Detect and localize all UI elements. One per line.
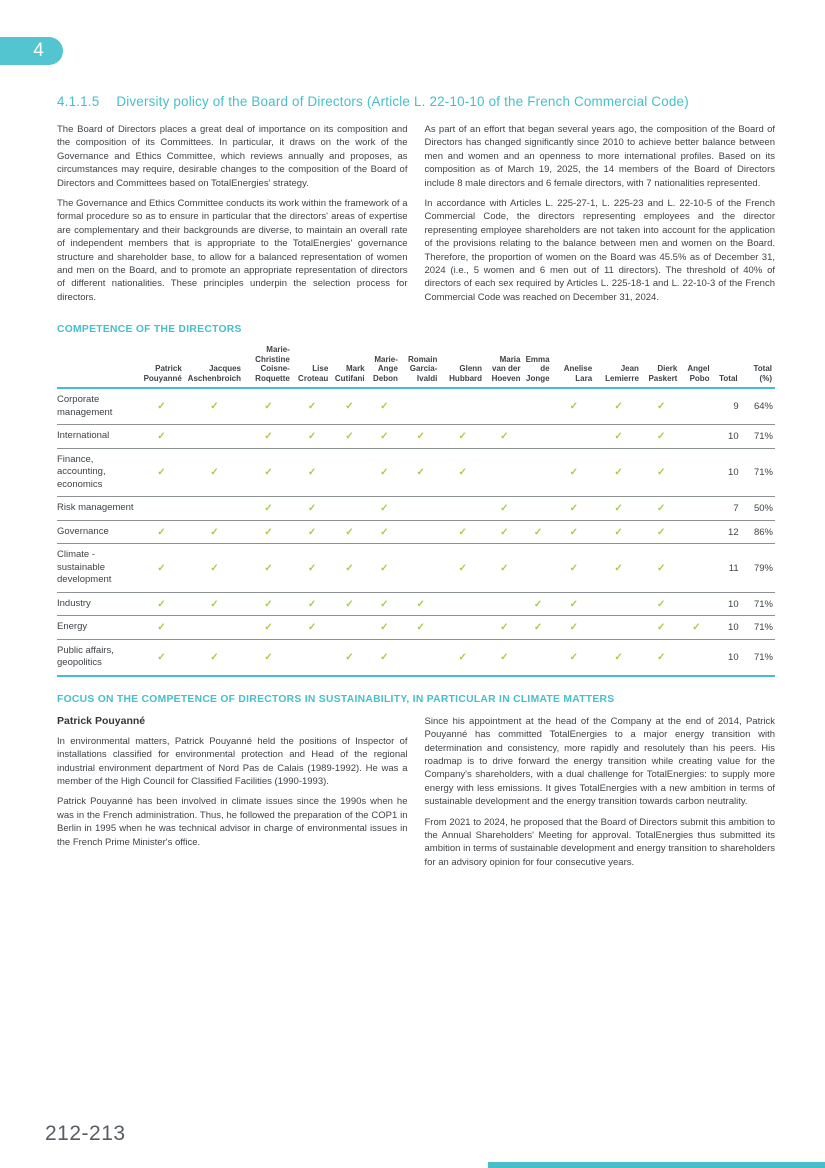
director-column-header: Maria van der Hoeven	[485, 345, 523, 388]
check-mark-icon: ✓	[264, 503, 273, 515]
check-mark-icon: ✓	[264, 467, 273, 479]
competence-table	[57, 345, 775, 677]
bottom-accent-bar	[488, 1162, 825, 1168]
check-mark-icon: ✓	[210, 651, 219, 663]
director-column-header: Marie-Ange Debon	[368, 345, 401, 388]
chapter-number-badge: 4	[0, 37, 63, 65]
director-column-header: Anelise Lara	[553, 345, 596, 388]
check-mark-icon: ✓	[307, 503, 317, 515]
check-mark-icon: ✓	[307, 526, 317, 538]
check-mark-icon: ✓	[264, 401, 273, 413]
page-number: 212-213	[45, 1122, 126, 1145]
check-mark-icon: ✓	[264, 562, 273, 574]
check-mark-icon: ✓	[210, 467, 219, 479]
check-mark-icon: ✓	[656, 562, 666, 574]
paragraph: In accordance with Articles L. 225-27-1, L. 225-23 and L. 22-10-5 of the French Commercial Code, the directors representing employees and the director representing employee shareholders are not taken into account for the application of the provisions relating to the balance between men and women on the Board. Therefore, the proportion of women on the Board was 45.5% as of December 31, 2024 (i.e., 5 women and 6 men out of 11 directors). The threshold of 40% of directors of each sex required by Articles L. 225-18-1 and L. 22-10-3 of the French Commercial Code was reached on December 31, 2024.	[424, 198, 775, 303]
empty-cell	[440, 388, 485, 425]
check-mark-icon: ✓	[656, 526, 666, 538]
competence-row	[57, 520, 775, 544]
empty-cell	[523, 388, 552, 425]
check-mark-icon: ✓	[656, 598, 666, 610]
check-mark-icon: ✓	[569, 503, 579, 515]
competence-row-label: Energy	[57, 621, 88, 633]
check-mark-icon: ✓	[210, 526, 219, 538]
total-pct-cell: 64%	[753, 401, 773, 413]
director-column-header: Glenn Hubbard	[440, 345, 485, 388]
empty-cell	[485, 448, 523, 497]
competence-row-label: Climate - sustainable development	[57, 549, 112, 586]
check-mark-icon: ✓	[345, 431, 354, 443]
check-mark-icon: ✓	[569, 467, 579, 479]
check-mark-icon: ✓	[157, 467, 166, 479]
competence-row	[57, 388, 775, 425]
check-mark-icon: ✓	[656, 622, 666, 634]
empty-cell	[680, 639, 712, 676]
competence-row-label: Risk management	[57, 502, 134, 514]
check-mark-icon: ✓	[458, 431, 467, 443]
paragraph: The Board of Directors places a great deal of importance on its composition and the composition of its Committees. In particular, it draws on the work of the Governance and Ethics Committee, which reviews annually and proposes, as circumstances may require, desirable changes to the composition of the Board of Directors and Committees based on TotalEnergies' strategy.	[57, 124, 408, 189]
check-mark-icon: ✓	[692, 622, 701, 634]
check-mark-icon: ✓	[264, 622, 273, 634]
empty-cell	[185, 616, 244, 640]
check-mark-icon: ✓	[614, 401, 623, 413]
focus-text-columns	[57, 715, 775, 876]
competence-section-heading: COMPETENCE OF THE DIRECTORS	[57, 324, 242, 336]
check-mark-icon: ✓	[533, 622, 543, 634]
competence-row	[57, 616, 775, 640]
total-column-header: Total	[713, 345, 741, 388]
check-mark-icon: ✓	[533, 526, 543, 538]
competence-row-label: Corporate management	[57, 394, 113, 418]
check-mark-icon: ✓	[569, 401, 579, 413]
focus-section-heading: FOCUS ON THE COMPETENCE OF DIRECTORS IN SUSTAINABILITY, IN PARTICULAR IN CLIMATE MATTERS	[57, 693, 615, 705]
empty-cell	[401, 388, 440, 425]
check-mark-icon: ✓	[264, 431, 273, 443]
empty-cell	[595, 592, 642, 616]
check-mark-icon: ✓	[656, 467, 666, 479]
paragraph: Since his appointment at the head of the Company at the end of 2014, Patrick Pouyanné has committed TotalEnergies to a major energy transition with determination and consistency, more rapidly and resolutely than his peers. His roadmap is to drive forward the energy transition while creating value for the Company's shareholders, with a dual challenge for TotalEnergies: to supply more energy with less emissions. It gives TotalEnergies with a new ambition in terms of sustainable development and the energy transition towards carbon neutrality.	[424, 715, 775, 808]
check-mark-icon: ✓	[458, 651, 467, 663]
paragraph: As part of an effort that began several years ago, the composition of the Board of Directors has changed significantly since 2010 to achieve better balance between men and women and an openness to more international profiles. Based on its composition as of March 19, 2025, the 14 members of the Board of Directors include 8 male directors and 6 female directors, with 7 nationalities represented.	[424, 124, 775, 189]
empty-cell	[440, 497, 485, 521]
check-mark-icon: ✓	[307, 401, 317, 413]
empty-cell	[293, 639, 331, 676]
check-mark-icon: ✓	[500, 622, 509, 634]
check-mark-icon: ✓	[210, 562, 219, 574]
total-cell: 10	[728, 622, 739, 634]
check-mark-icon: ✓	[614, 503, 623, 515]
intro-left-column	[57, 123, 408, 311]
check-mark-icon: ✓	[264, 598, 273, 610]
competence-row	[57, 544, 775, 593]
total-cell: 10	[728, 651, 739, 663]
check-mark-icon: ✓	[157, 562, 166, 574]
total-pct-cell: 71%	[753, 431, 773, 443]
check-mark-icon: ✓	[614, 651, 623, 663]
check-mark-icon: ✓	[380, 526, 389, 538]
check-mark-icon: ✓	[345, 562, 354, 574]
check-mark-icon: ✓	[210, 401, 219, 413]
empty-cell	[680, 520, 712, 544]
empty-cell	[185, 425, 244, 449]
director-column-header: Dierk Paskert	[642, 345, 680, 388]
check-mark-icon: ✓	[345, 598, 354, 610]
competence-row	[57, 448, 775, 497]
check-mark-icon: ✓	[458, 526, 467, 538]
check-mark-icon: ✓	[533, 598, 543, 610]
check-mark-icon: ✓	[264, 651, 273, 663]
total-pct-cell: 71%	[753, 622, 773, 634]
intro-text-columns	[57, 123, 775, 311]
competence-row	[57, 592, 775, 616]
empty-cell	[523, 425, 552, 449]
check-mark-icon: ✓	[307, 622, 317, 634]
focus-left-paragraphs	[57, 735, 408, 849]
empty-cell	[185, 497, 244, 521]
empty-cell	[523, 448, 552, 497]
check-mark-icon: ✓	[500, 651, 509, 663]
check-mark-icon: ✓	[157, 401, 166, 413]
total-cell: 7	[733, 503, 739, 515]
competence-row-label: International	[57, 430, 110, 442]
check-mark-icon: ✓	[307, 562, 317, 574]
paragraph: From 2021 to 2024, he proposed that the Board of Directors submit this ambition to the Annual Shareholders' Meeting for approval. TotalEnergies thus submitted its ambition in terms of sustainable development and energy transition to shareholders for an advisory opinion for four consecutive years.	[424, 816, 775, 868]
check-mark-icon: ✓	[157, 526, 166, 538]
check-mark-icon: ✓	[416, 622, 425, 634]
empty-cell	[680, 425, 712, 449]
empty-cell	[523, 639, 552, 676]
empty-cell	[680, 592, 712, 616]
check-mark-icon: ✓	[500, 431, 509, 443]
empty-cell	[523, 544, 552, 593]
check-mark-icon: ✓	[380, 651, 389, 663]
competence-row-label: Governance	[57, 525, 109, 537]
total-cell: 10	[728, 467, 739, 479]
director-column-header: Romain Garcia-Ivaldi	[401, 345, 440, 388]
empty-cell	[523, 497, 552, 521]
check-mark-icon: ✓	[210, 598, 219, 610]
check-mark-icon: ✓	[157, 651, 166, 663]
total-cell: 9	[733, 401, 739, 413]
check-mark-icon: ✓	[345, 651, 354, 663]
director-column-header: Patrick Pouyanné	[138, 345, 185, 388]
empty-cell	[485, 592, 523, 616]
director-column-header: Jacques Aschenbroich	[185, 345, 244, 388]
check-mark-icon: ✓	[458, 467, 467, 479]
header-row	[57, 345, 775, 388]
check-mark-icon: ✓	[157, 431, 166, 443]
empty-cell	[331, 616, 367, 640]
check-mark-icon: ✓	[500, 562, 509, 574]
empty-cell	[401, 520, 440, 544]
check-mark-icon: ✓	[380, 598, 389, 610]
check-mark-icon: ✓	[380, 503, 389, 515]
director-column-header: Lise Croteau	[293, 345, 331, 388]
paragraph: In environmental matters, Patrick Pouyanné held the positions of Inspector of installations classified for environmental protection and Head of the regional industrial environment department of Nord Pas de Calais (1989-1992). He was a member of the High Council for Classified Facilities (1990-1993).	[57, 735, 408, 787]
check-mark-icon: ✓	[614, 467, 623, 479]
empty-cell	[401, 497, 440, 521]
competence-table-body	[57, 388, 775, 676]
paragraph: The Governance and Ethics Committee conducts its work within the framework of a formal procedure so as to ensure in particular that the directors' areas of expertise are complementary and their backgrounds are diverse, to maintain an overall rate of independent members that is appropriate to the TotalEnergies' governance structure and shareholder base, to allow for a balanced representation of women and men on the Board, and to promote an appropriate representation of directors of different nationalities. These principles underpin the selection process for directors.	[57, 198, 408, 303]
check-mark-icon: ✓	[569, 526, 579, 538]
director-column-header: Marie-Christine Coisne-Roquette	[244, 345, 293, 388]
check-mark-icon: ✓	[307, 431, 317, 443]
empty-cell	[680, 388, 712, 425]
section-title	[57, 94, 775, 109]
check-mark-icon: ✓	[157, 622, 166, 634]
competence-row-label: Industry	[57, 597, 91, 609]
section-number: 4.1.1.5	[57, 94, 100, 109]
check-mark-icon: ✓	[264, 526, 273, 538]
total-pct-cell: 71%	[753, 467, 773, 479]
director-column-header: Jean Lemierre	[595, 345, 642, 388]
check-mark-icon: ✓	[416, 467, 425, 479]
competence-row	[57, 497, 775, 521]
empty-cell	[138, 497, 185, 521]
check-mark-icon: ✓	[500, 526, 509, 538]
check-mark-icon: ✓	[380, 401, 389, 413]
total-pct-cell: 79%	[753, 562, 773, 574]
check-mark-icon: ✓	[569, 622, 579, 634]
check-mark-icon: ✓	[614, 526, 623, 538]
check-mark-icon: ✓	[380, 467, 389, 479]
check-mark-icon: ✓	[157, 598, 166, 610]
check-mark-icon: ✓	[569, 651, 579, 663]
check-mark-icon: ✓	[345, 526, 354, 538]
check-mark-icon: ✓	[416, 431, 425, 443]
competence-row-label: Finance, accounting, economics	[57, 453, 106, 490]
check-mark-icon: ✓	[307, 467, 317, 479]
check-mark-icon: ✓	[656, 651, 666, 663]
empty-cell	[440, 616, 485, 640]
check-mark-icon: ✓	[656, 401, 666, 413]
competence-row	[57, 425, 775, 449]
section-title-text: Diversity policy of the Board of Directors (Article L. 22-10-10 of the French Commercial Code)	[116, 94, 689, 109]
director-column-header: Mark Cutifani	[331, 345, 367, 388]
check-mark-icon: ✓	[380, 562, 389, 574]
empty-cell	[680, 497, 712, 521]
empty-cell	[440, 592, 485, 616]
competence-table-header	[57, 345, 775, 388]
table-corner-cell	[57, 345, 138, 388]
total-pct-cell: 50%	[753, 503, 773, 515]
total-pct-cell: 86%	[753, 526, 773, 538]
empty-cell	[485, 388, 523, 425]
check-mark-icon: ✓	[500, 503, 509, 515]
check-mark-icon: ✓	[656, 503, 666, 515]
empty-cell	[401, 544, 440, 593]
total-cell: 10	[728, 431, 739, 443]
empty-cell	[595, 616, 642, 640]
competence-row	[57, 639, 775, 676]
total-cell: 11	[728, 562, 739, 574]
empty-cell	[401, 639, 440, 676]
check-mark-icon: ✓	[656, 431, 666, 443]
total-pct-cell: 71%	[753, 598, 773, 610]
empty-cell	[553, 425, 596, 449]
check-mark-icon: ✓	[569, 562, 579, 574]
total-cell: 10	[728, 598, 739, 610]
focus-person-name: Patrick Pouyanné	[57, 714, 146, 727]
empty-cell	[331, 497, 367, 521]
check-mark-icon: ✓	[416, 598, 425, 610]
intro-right-column	[425, 123, 776, 311]
empty-cell	[331, 448, 367, 497]
check-mark-icon: ✓	[614, 562, 623, 574]
director-column-header: Angel Pobo	[680, 345, 712, 388]
check-mark-icon: ✓	[458, 562, 467, 574]
check-mark-icon: ✓	[614, 431, 623, 443]
check-mark-icon: ✓	[307, 598, 317, 610]
total-cell: 12	[728, 526, 739, 538]
total-pct-column-header: Total (%)	[741, 345, 775, 388]
empty-cell	[680, 448, 712, 497]
focus-right-column	[425, 715, 776, 876]
director-column-header: Emma de Jonge	[523, 345, 552, 388]
empty-cell	[680, 544, 712, 593]
check-mark-icon: ✓	[380, 622, 389, 634]
paragraph: Patrick Pouyanné has been involved in climate issues since the 1990s when he was in the French administration. Thus, he followed the preparation of the COP1 in Berlin in 1995 when he was technical advisor in charge of environmental issues in the French Prime Minister's office.	[57, 796, 408, 848]
check-mark-icon: ✓	[345, 401, 354, 413]
check-mark-icon: ✓	[569, 598, 579, 610]
check-mark-icon: ✓	[380, 431, 389, 443]
competence-row-label: Public affairs, geopolitics	[57, 644, 114, 669]
focus-left-column	[57, 715, 408, 876]
total-pct-cell: 71%	[753, 651, 773, 663]
